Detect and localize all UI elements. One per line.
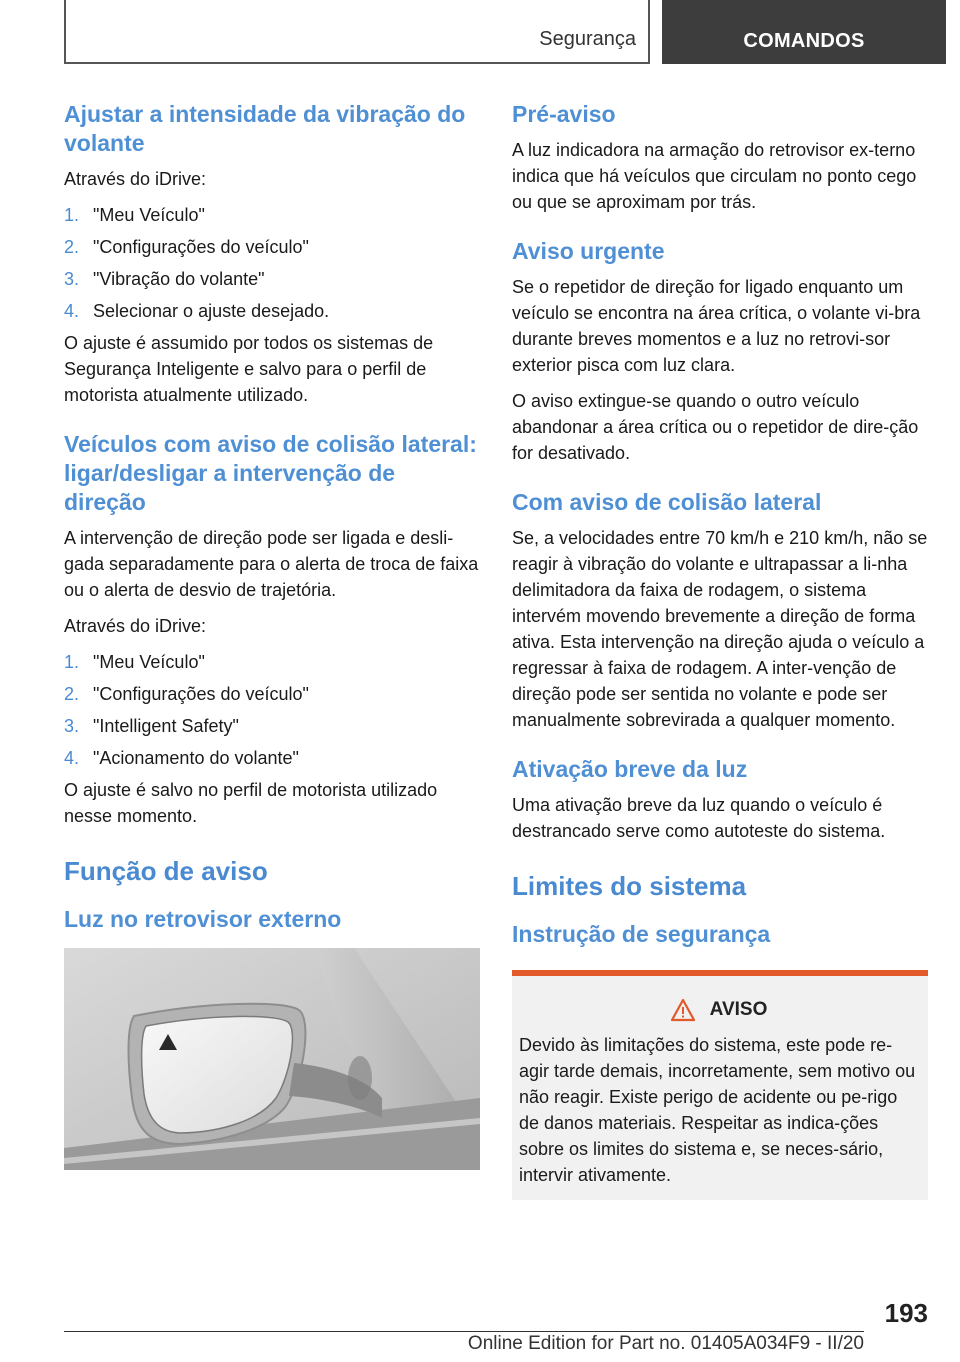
step-number: 4. xyxy=(64,301,80,321)
step-number: 1. xyxy=(64,652,80,672)
step-text: Selecionar o ajuste desejado. xyxy=(93,301,330,321)
warning-header xyxy=(519,998,918,1022)
step-text: "Intelligent Safety" xyxy=(93,716,239,736)
side-mirror-image xyxy=(64,948,480,1170)
section-brief-light xyxy=(512,755,928,844)
step-number: 1. xyxy=(64,205,80,225)
list-item xyxy=(64,649,480,675)
step-text: "Configurações do veículo" xyxy=(93,237,309,257)
list-item xyxy=(64,713,480,739)
list-item xyxy=(64,745,480,771)
header-section-box xyxy=(64,0,650,64)
page-number: 193 xyxy=(884,1298,928,1328)
chapter-title: Função de aviso xyxy=(64,856,268,886)
paragraph: Através do iDrive: xyxy=(64,169,207,189)
warning-label: AVISO xyxy=(709,999,768,1020)
list-item xyxy=(64,202,480,228)
paragraph: O ajuste é assumido por todos os sistemas de Segurança Inteligente e salvo para o perfil de motorista atualmente utilizado. xyxy=(64,333,434,405)
warning-box xyxy=(512,970,928,1200)
list-item xyxy=(64,681,480,707)
section-title: Pré-aviso xyxy=(512,101,616,127)
paragraph: Se, a velocidades entre 70 km/h e 210 km/h, não se reagir à vibração do volante e ultrapassar a li-nha delimitadora da faixa de rodagem, o sistema intervém movendo brevemente a direção de forma ativa. Esta intervenção na direção ajuda o veículo a regressar à faixa de rodagem. A inter-venção de direção pode ser sentida no volante e pode ser manualmente sobrevirada a qualquer momento. xyxy=(512,528,928,730)
paragraph: A luz indicadora na armação do retrovisor ex-terno indica que há veículos que circulam no ponto cego ou que se aproximam por trás. xyxy=(512,140,917,212)
paragraph: Se o repetidor de direção for ligado enquanto um veículo se encontra na área crítica, o volante vi-bra durante breves momentos e a luz no retrovi-sor exterior pisca com luz clara. xyxy=(512,277,921,375)
paragraph: O aviso extingue-se quando o outro veículo abandonar a área crítica ou o repetidor de dire-ção for desativado. xyxy=(512,391,919,463)
warning-text: Devido às limitações do sistema, este pode re-agir tarde demais, incorretamente, sem motivo ou não reagir. Existe perigo de acidente ou pe-rigo de danos materiais. Respeitar as indica-ções sobre os limites do sistema e, se neces-sário, intervir ativamente. xyxy=(519,1035,916,1185)
section-title: Ativação breve da luz xyxy=(512,756,748,782)
paragraph: A intervenção de direção pode ser ligada e desli-gada separadamente para o alerta de troca de faixa ou o alerta de desvio de trajetória. xyxy=(64,528,479,600)
section-title: Com aviso de colisão lateral xyxy=(512,489,822,515)
paragraph: Através do iDrive: xyxy=(64,616,207,636)
section-side-collision xyxy=(512,488,928,733)
section-title: Aviso urgente xyxy=(512,238,665,264)
header-section-title: Segurança xyxy=(539,28,636,50)
right-column xyxy=(512,100,928,957)
footer-edition-text: Online Edition for Part no. 01405A034F9 - II/20 xyxy=(467,1333,864,1354)
section-title: Ajustar a intensidade da vibração do volante xyxy=(64,101,466,156)
section-warning-function xyxy=(64,855,480,1170)
section-pre-warning xyxy=(512,100,928,215)
list-item xyxy=(64,234,480,260)
header-chapter-tab: COMANDOS xyxy=(662,0,946,64)
list-item xyxy=(64,298,480,324)
left-column xyxy=(64,100,480,1170)
footer-divider xyxy=(64,1331,864,1332)
steps-list xyxy=(64,202,480,324)
section-vibration-intensity xyxy=(64,100,480,408)
chapter-title: Limites do sistema xyxy=(512,871,747,901)
section-title: Luz no retrovisor externo xyxy=(64,906,342,932)
section-urgent-warning xyxy=(512,237,928,466)
step-number: 3. xyxy=(64,269,80,289)
paragraph: Uma ativação breve da luz quando o veículo é destrancado serve como autoteste do sistema. xyxy=(512,795,886,841)
step-number: 2. xyxy=(64,237,80,257)
step-text: "Meu Veículo" xyxy=(93,652,205,672)
step-text: "Acionamento do volante" xyxy=(93,748,299,768)
list-item xyxy=(64,266,480,292)
step-text: "Meu Veículo" xyxy=(93,205,205,225)
step-text: "Vibração do volante" xyxy=(93,269,265,289)
section-title: Veículos com aviso de colisão lateral: ligar/desligar a intervenção de direção xyxy=(64,431,477,515)
paragraph: O ajuste é salvo no perfil de motorista utilizado nesse momento. xyxy=(64,780,438,826)
section-steering-intervention xyxy=(64,430,480,829)
step-number: 3. xyxy=(64,716,80,736)
step-number: 4. xyxy=(64,748,80,768)
warning-triangle-icon xyxy=(670,998,696,1022)
step-text: "Configurações do veículo" xyxy=(93,684,309,704)
step-number: 2. xyxy=(64,684,80,704)
section-system-limits xyxy=(512,870,928,949)
steps-list xyxy=(64,649,480,771)
section-title: Instrução de segurança xyxy=(512,921,771,947)
